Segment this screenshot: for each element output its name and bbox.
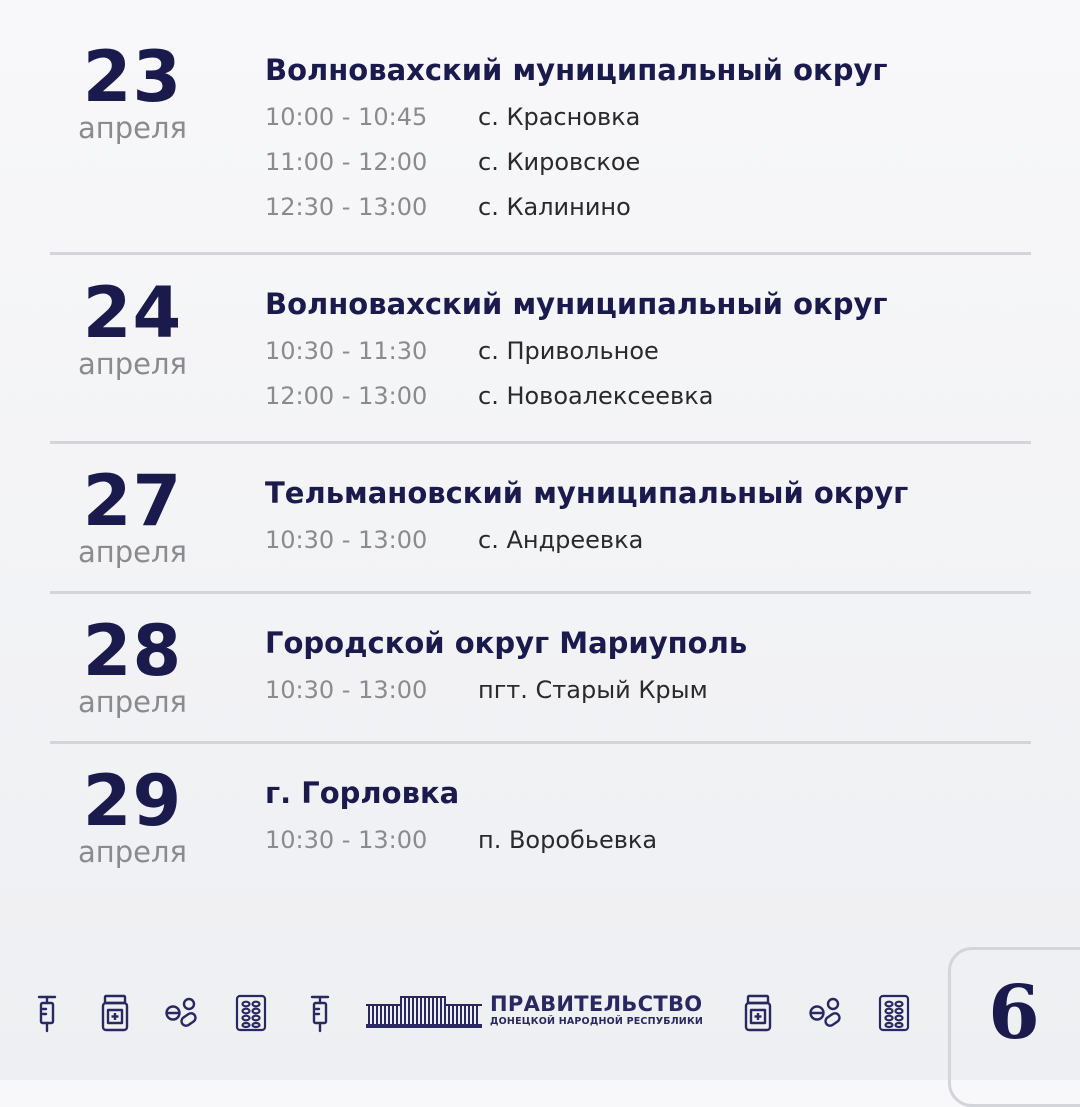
district-title: Тельмановский муниципальный округ [265, 476, 909, 510]
slot-place: с. Калинино [478, 193, 631, 221]
slot-time: 10:30 - 13:00 [265, 526, 428, 554]
government-logo [366, 994, 716, 1030]
page-number: 6 [988, 970, 1040, 1056]
day-number: 28 [82, 610, 183, 692]
district-title: Волновахский муниципальный округ [265, 53, 888, 87]
blister-pack-icon [234, 992, 268, 1034]
divider [50, 252, 1031, 255]
day-number: 27 [82, 460, 183, 542]
district-title: Волновахский муниципальный округ [265, 287, 888, 321]
divider [50, 591, 1031, 594]
month-label: апреля [78, 685, 187, 719]
slot-place: пгт. Старый Крым [478, 676, 708, 704]
slot-time: 11:00 - 12:00 [265, 148, 428, 176]
date-block [50, 36, 215, 145]
slot-place: с. Красновка [478, 103, 641, 131]
pills-icon [164, 992, 198, 1034]
slot-place: с. Новоалексеевка [478, 382, 714, 410]
district-title: г. Горловка [265, 776, 460, 810]
date-block [50, 610, 215, 719]
medicine-bottle-icon [741, 992, 775, 1034]
month-label: апреля [78, 111, 187, 145]
slot-time: 12:00 - 13:00 [265, 382, 428, 410]
slot-time: 10:30 - 13:00 [265, 826, 428, 854]
slot-time: 10:30 - 13:00 [265, 676, 428, 704]
slot-place: п. Воробьевка [478, 826, 658, 854]
syringe-icon [303, 992, 337, 1034]
day-number: 23 [82, 36, 183, 118]
date-block [50, 460, 215, 569]
government-building-icon [366, 996, 482, 1028]
slot-place: с. Привольное [478, 337, 659, 365]
date-block [50, 760, 215, 869]
divider [50, 741, 1031, 744]
logo-title: ПРАВИТЕЛЬСТВО [490, 992, 703, 1016]
slot-place: с. Андреевка [478, 526, 644, 554]
divider [50, 441, 1031, 444]
date-block [50, 272, 215, 381]
pills-icon [808, 992, 842, 1034]
slot-time: 10:30 - 11:30 [265, 337, 428, 365]
syringe-icon [30, 992, 64, 1034]
logo-subtitle: ДОНЕЦКОЙ НАРОДНОЙ РЕСПУБЛИКИ [490, 1016, 704, 1027]
slot-place: с. Кировское [478, 148, 641, 176]
day-number: 29 [82, 760, 183, 842]
day-number: 24 [82, 272, 183, 354]
month-label: апреля [78, 835, 187, 869]
month-label: апреля [78, 347, 187, 381]
slot-time: 10:00 - 10:45 [265, 103, 428, 131]
district-title: Городской округ Мариуполь [265, 626, 748, 660]
slot-time: 12:30 - 13:00 [265, 193, 428, 221]
blister-pack-icon [877, 992, 911, 1034]
medicine-bottle-icon [98, 992, 132, 1034]
month-label: апреля [78, 535, 187, 569]
